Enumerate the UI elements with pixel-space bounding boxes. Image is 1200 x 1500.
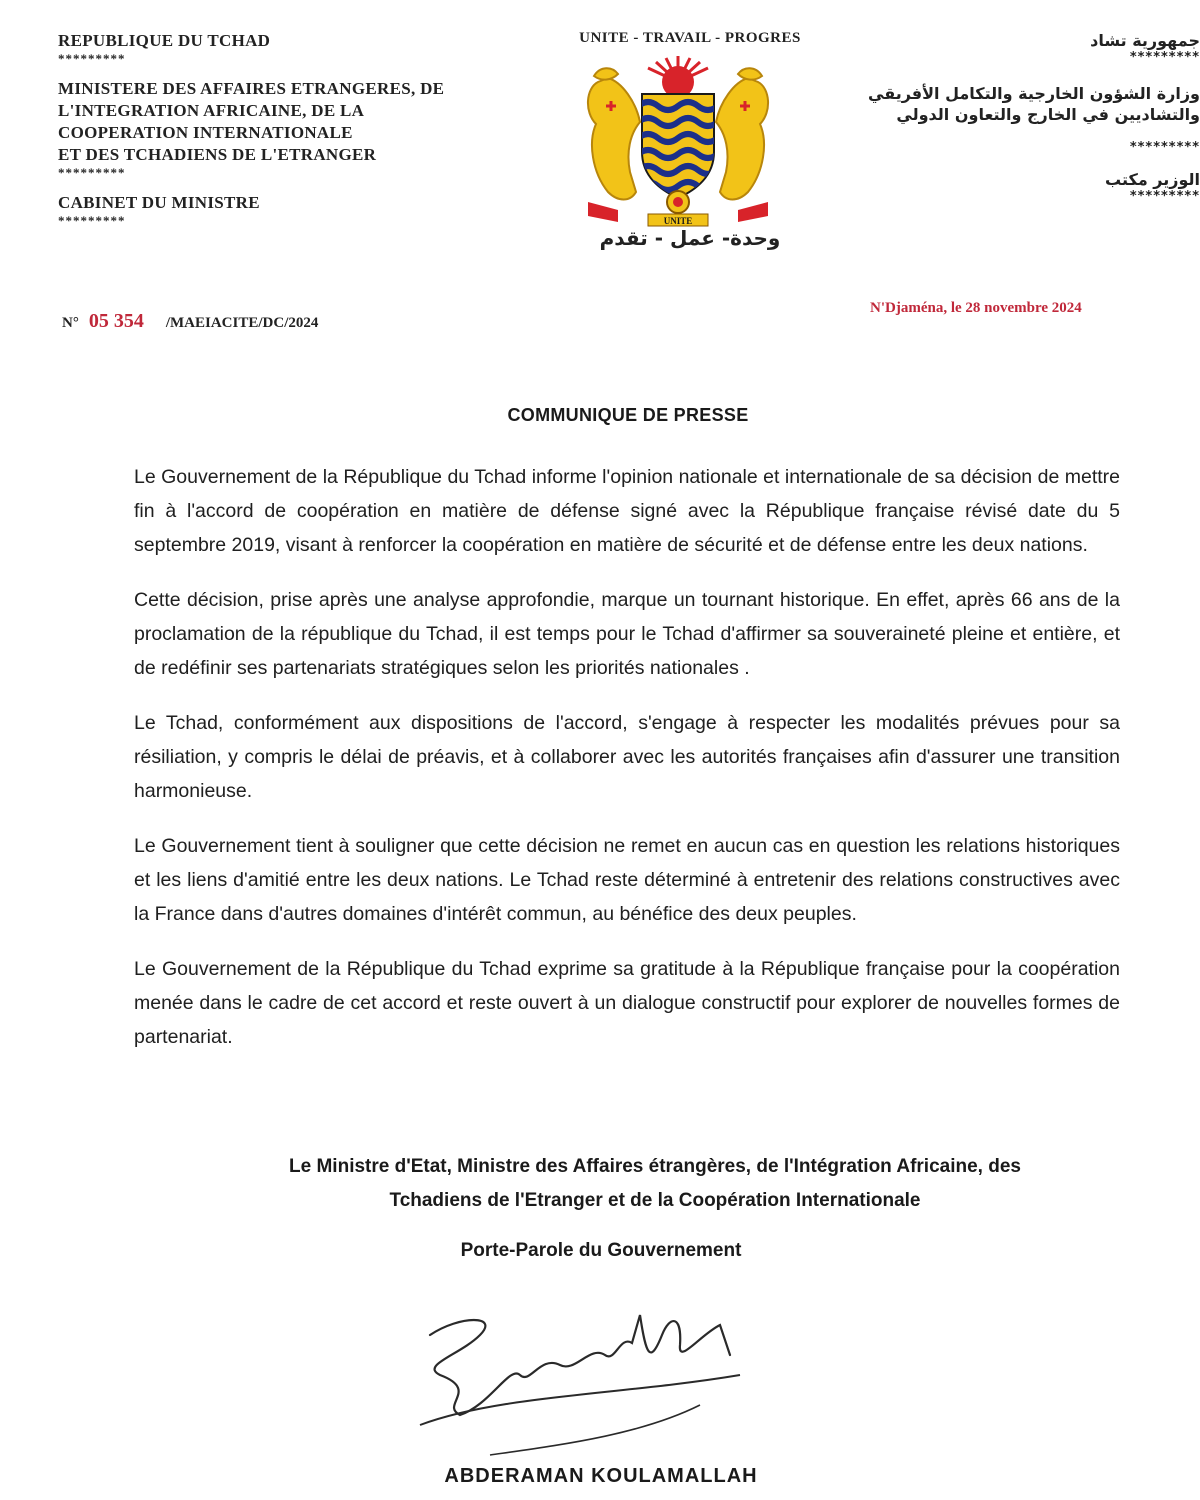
signatory-name: ABDERAMAN KOULAMALLAH xyxy=(444,1465,758,1487)
coat-of-arms-emblem xyxy=(578,52,778,228)
ministry-name-arabic xyxy=(860,83,1200,125)
ribbon-label: UNITE xyxy=(663,216,693,226)
sun-rays xyxy=(648,56,708,98)
handwritten-signature xyxy=(400,1295,780,1475)
header-right-arabic xyxy=(860,30,1200,210)
cabinet-name-arabic: الوزير مكتب xyxy=(1105,170,1200,189)
separator-stars: ********* xyxy=(1129,140,1200,155)
separator-stars: ********* xyxy=(58,165,126,180)
paragraph: Le Gouvernement tient à souligner que cette décision ne remet en aucun cas en question les relations historiques et les liens d'amitié entre les deux nations. Le Tchad reste déterminé à entretenir des relations constructives avec la France dans d'autres domaines d'intérêt commun, au bénéfice des deux peuples. xyxy=(134,835,1120,925)
document-date: N'Djaména, le 28 novembre 2024 xyxy=(870,300,1082,316)
ministry-line-arabic: والتشاديين في الخارج والتعاون الدولي xyxy=(896,105,1200,124)
ministry-line-arabic: وزارة الشؤون الخارجية والتكامل الأفريقي xyxy=(868,84,1200,103)
right-lion xyxy=(716,78,768,200)
paragraph: Le Gouvernement de la République du Tchad informe l'opinion nationale et internationale de sa décision de mettre fin à l'accord de coopération en matière de défense signé avec la République française révisé date du 5 septembre 2019, visant à renforcer la coopération en matière de sécurité et de défense entre les deux nations. xyxy=(134,466,1120,556)
separator-stars: ********* xyxy=(1129,189,1200,204)
reference-number xyxy=(62,310,318,333)
ministry-line: L'INTEGRATION AFRICAINE, DE LA xyxy=(58,101,365,120)
press-release-body xyxy=(134,460,1120,1075)
reference-prefix: N° xyxy=(62,315,79,331)
reference-suffix: /MAEIACITE/DC/2024 xyxy=(165,315,319,331)
national-motto-arabic: وحدة- عمل - تقدم xyxy=(599,226,781,250)
paragraph: Le Tchad, conformément aux dispositions de l'accord, s'engage à respecter les modalités prévues pour sa résiliation, y compris le délai de préavis, et à collaborer avec les autorités françaises afin d'assurer une transition harmonieuse. xyxy=(134,712,1120,802)
ministry-name xyxy=(58,78,518,166)
country-name-arabic: جمهورية تشاد xyxy=(1090,31,1200,50)
separator-stars: ********* xyxy=(58,213,126,228)
signatory-role: Porte-Parole du Gouvernement xyxy=(460,1240,742,1261)
ministry-line: ET DES TCHADIENS DE L'ETRANGER xyxy=(58,145,377,164)
shield xyxy=(638,94,718,198)
paragraph: Le Gouvernement de la République du Tchad exprime sa gratitude à la République française pour la coopération menée dans le cadre de cet accord et reste ouvert à un dialogue constructif pour explorer de nouvelles formes de partenariat. xyxy=(134,958,1120,1048)
signatory-title-line: Le Ministre d'Etat, Ministre des Affaires étrangères, de l'Intégration Africaine, des xyxy=(289,1156,1021,1177)
reference-number-value: 05 354 xyxy=(88,310,144,332)
paragraph: Cette décision, prise après une analyse approfondie, marque un tournant historique. En effet, après 66 ans de la proclamation de la république du Tchad, il est temps pour le Tchad d'affirmer sa souveraineté pleine et entière, et de redéfinir ses partenariats stratégiques selon les priorités nationales . xyxy=(134,589,1120,679)
signatory-title xyxy=(150,1150,1160,1218)
separator-stars: ********* xyxy=(58,51,126,66)
header-left xyxy=(58,30,518,234)
medal xyxy=(667,191,689,213)
country-name: REPUBLIQUE DU TCHAD xyxy=(58,31,271,50)
cabinet-name: CABINET DU MINISTRE xyxy=(58,193,260,212)
ministry-line: MINISTERE DES AFFAIRES ETRANGERES, DE xyxy=(58,79,445,98)
document-title: COMMUNIQUE DE PRESSE xyxy=(507,405,749,425)
separator-stars: ********* xyxy=(1129,50,1200,65)
national-motto: UNITE - TRAVAIL - PROGRES xyxy=(579,30,801,46)
signatory-title-line: Tchadiens de l'Etranger et de la Coopération Internationale xyxy=(389,1190,921,1211)
ministry-line: COOPERATION INTERNATIONALE xyxy=(58,123,353,142)
left-lion xyxy=(588,78,640,200)
